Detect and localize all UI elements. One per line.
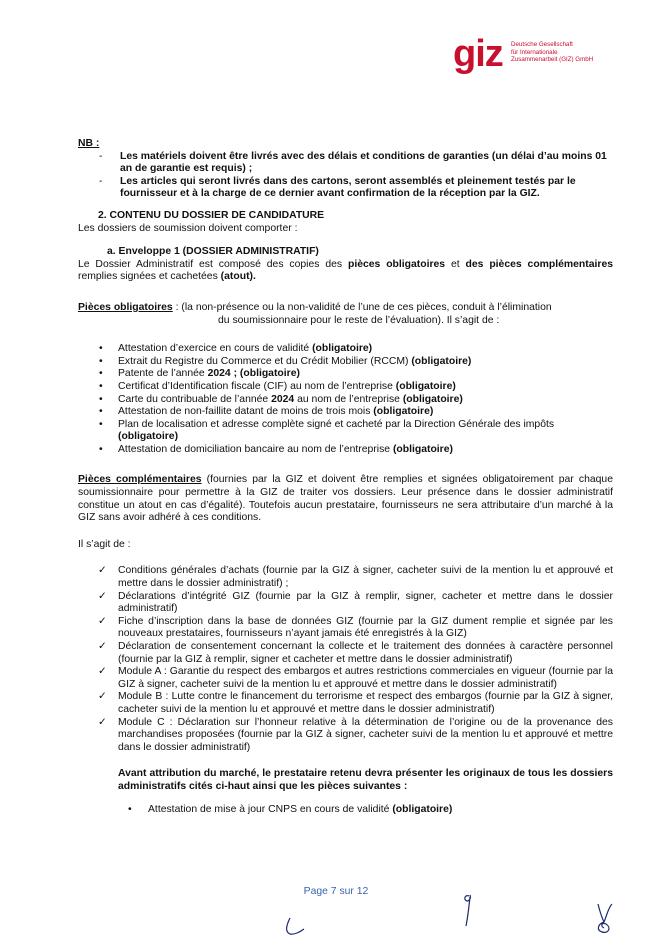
complementaires-paragraph: Pièces complémentaires (fournies par la GIZ et doivent être remplies et signées obligatoirement par chaque soumissionnaire pour permettre à la GIZ de traiter vos dossiers. Leur présence dans le dossier administratif constitue un atout en cas d’égalité). Toutefois aucun prestataire, fournisseurs ne sera attributaire d’un marché à la GIZ sans avoir adhéré à ces conditions.	[78, 474, 613, 524]
check-icon: ✓	[98, 565, 107, 577]
nb-list	[78, 151, 613, 201]
logo-line: Zusammenarbeit (GIZ) GmbH	[511, 56, 594, 64]
list-item: • Attestation de non-faillite datant de moins de trois mois (obligatoire)	[99, 406, 434, 418]
logo-line: für Internationale	[511, 48, 558, 56]
check-icon: ✓	[98, 615, 107, 627]
list-item: • Patente de l’année 2024 ; (obligatoire)	[99, 368, 300, 380]
complementaires-intro: Il s’agit de :	[78, 538, 131, 550]
list-item: • Plan de localisation et adresse complète signé et cacheté par la Direction Générale des impôts (obligatoire)	[99, 418, 555, 443]
initial-mark-1	[282, 912, 312, 938]
check-item: ✓ Fiche d’inscription dans la base de données GIZ (fournie par la GIZ dument remplie et signée par les nouveaux prestataires, fournisseurs n’ayant jamais été enregistrés à la GIZ)	[98, 615, 613, 640]
check-icon: ✓	[98, 590, 107, 602]
complementaires-list	[78, 565, 613, 754]
initial-mark-3	[590, 898, 624, 940]
check-item: ✓ Conditions générales d’achats (fournie par la GIZ à signer, cacheter suivi de la mention lu et approuvé et mettre dans le dossier administratif) ;	[98, 565, 613, 590]
list-item: • Attestation de mise à jour CNPS en cours de validité (obligatoire)	[128, 803, 453, 815]
nb-item: - Les articles qui seront livrés dans des cartons, seront assemblés et pleinement testés par le fournisseur et à la charge de ce dernier avant confirmation de la réception par la GIZ.	[99, 175, 576, 200]
giz-logo-text	[511, 41, 593, 64]
check-icon: ✓	[98, 641, 107, 652]
list-item: • Certificat d’Identification fiscale (CIF) au nom de l’entreprise (obligatoire)	[99, 380, 456, 392]
initial-mark-2	[455, 888, 479, 932]
list-item: • Extrait du Registre du Commerce et du Crédit Mobilier (RCCM) (obligatoire)	[99, 355, 472, 367]
logo-line: Deutsche Gesellschaft	[511, 41, 573, 48]
check-item: ✓ Déclarations d’intégrité GIZ (fournie par la GIZ à remplir, signer, cacheter et mettre dans le dossier administratif)	[98, 590, 613, 615]
document-body	[78, 138, 613, 816]
list-item: • Attestation de domiciliation bancaire au nom de l’entreprise (obligatoire)	[99, 443, 453, 455]
check-icon: ✓	[98, 666, 107, 678]
subsection-title: a. Enveloppe 1 (DOSSIER ADMINISTRATIF)	[107, 246, 319, 258]
check-item: ✓ Module A : Garantie du respect des embargos et autres restrictions commerciales en vigueur (fournie par la GIZ à signer, cacheter suivi de la mention lu et approuvé et mettre dans le dossier administratif)	[98, 666, 613, 690]
check-icon: ✓	[98, 716, 107, 728]
list-item: • Carte du contribuable de l’année 2024 au nom de l’entreprise (obligatoire)	[99, 393, 463, 405]
obligatoires-list	[78, 343, 613, 456]
check-item: ✓ Module B : Lutte contre le financement du terrorisme et respect des embargos (fournie par la GIZ à signer, cacheter suivi de la mention lu et approuvé et mettre dans le dossier administratif)	[98, 691, 613, 715]
page-number: Page 7 sur 12	[303, 886, 369, 897]
check-item: ✓ Module C : Déclaration sur l’honneur relative à la détermination de l’origine ou de la provenance des marchandises proposées (fournie par la GIZ à signer, cacheter suivi de la mention lu et approuvé et mettre dans le dossier administratif)	[98, 716, 613, 753]
obligatoires-heading: Pièces obligatoires : (la non-présence ou la non-validité de l’une de ces pièces, conduit à l’élimination	[78, 301, 552, 313]
section-intro: Les dossiers de soumission doivent comporter :	[78, 222, 298, 234]
giz-logo-mark: giz	[453, 33, 503, 75]
nb-item: - Les matériels doivent être livrés avec des délais et conditions de garanties (un délai d’au moins 01 an de garantie est requis) ;	[99, 150, 607, 175]
dossier-paragraph: Le Dossier Administratif est composé des copies des pièces obligatoires et des pièces complémentaires remplies signées et cachetées (atout).	[78, 258, 614, 283]
check-item: ✓ Déclaration de consentement concernant la collecte et le traitement des données à caractère personnel (fournie par la GIZ à remplir, signer et cacheter et mettre dans le dossier administratif)	[98, 641, 613, 665]
avant-list	[78, 804, 613, 817]
giz-logo	[453, 33, 613, 75]
nb-label: NB :	[78, 138, 100, 149]
section-title: 2. CONTENU DU DOSSIER DE CANDIDATURE	[98, 209, 325, 221]
check-icon: ✓	[98, 691, 107, 703]
obligatoires-desc: du soumissionnaire pour le reste de l’évaluation). Il s’agit de :	[218, 314, 500, 326]
list-item: • Attestation d’exercice en cours de validité (obligatoire)	[99, 343, 373, 355]
avant-paragraph: Avant attribution du marché, le prestataire retenu devra présenter les originaux de tous les dossiers administratifs cités ci-haut ainsi que les pièces suivantes :	[118, 768, 613, 792]
